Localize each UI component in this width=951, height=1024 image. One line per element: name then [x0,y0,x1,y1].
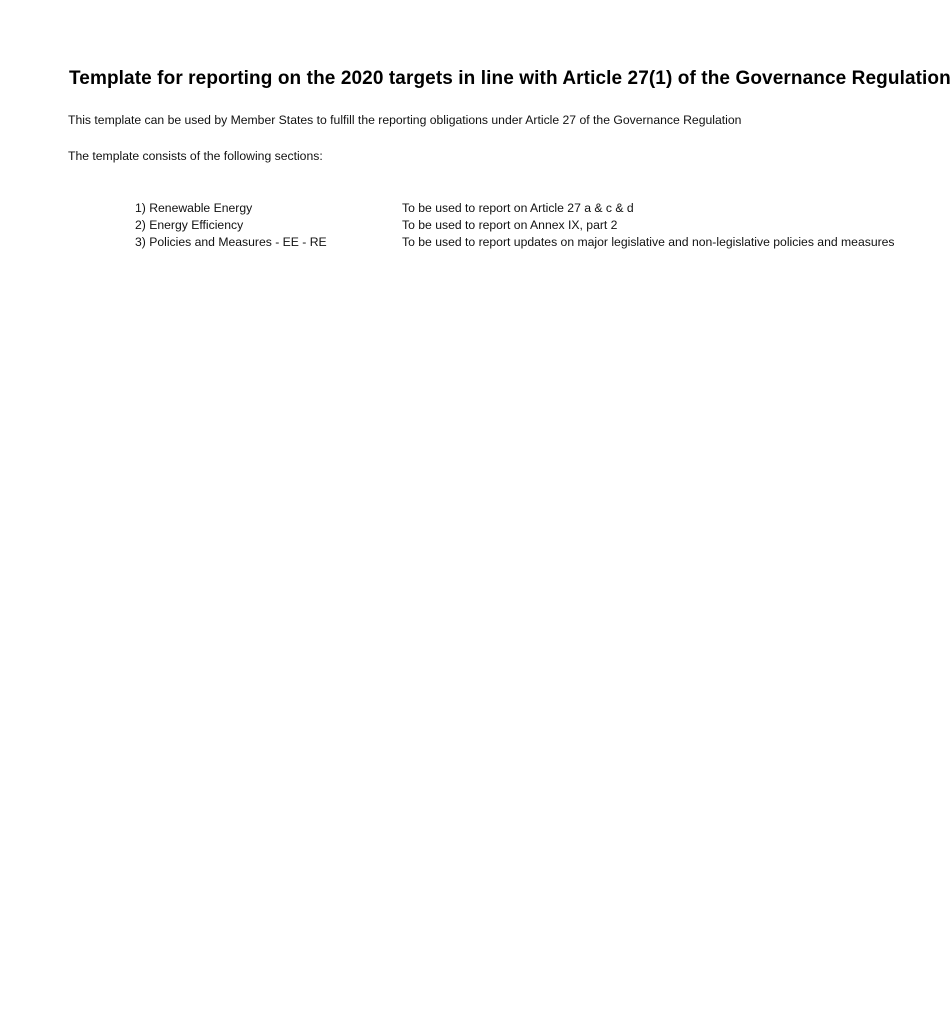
section-label: 3) Policies and Measures - EE - RE [135,235,327,249]
section-description: To be used to report on Article 27 a & c & d [402,201,634,215]
section-label: 2) Energy Efficiency [135,218,244,232]
section-description: To be used to report on Annex IX, part 2 [402,218,618,232]
section-description: To be used to report updates on major legislative and non-legislative policies and measures [402,235,895,249]
section-row-renewable-energy [0,201,669,218]
section-row-policies-and-measures [0,235,895,252]
section-row-energy-efficiency [0,218,669,235]
intro-paragraph: This template can be used by Member States to fulfill the reporting obligations under Article 27 of the Governance Regulation [68,113,742,127]
section-label: 1) Renewable Energy [135,201,253,215]
sections-intro: The template consists of the following sections: [68,149,323,163]
page-title: Template for reporting on the 2020 targets in line with Article 27(1) of the Governance Regulation [69,68,951,89]
